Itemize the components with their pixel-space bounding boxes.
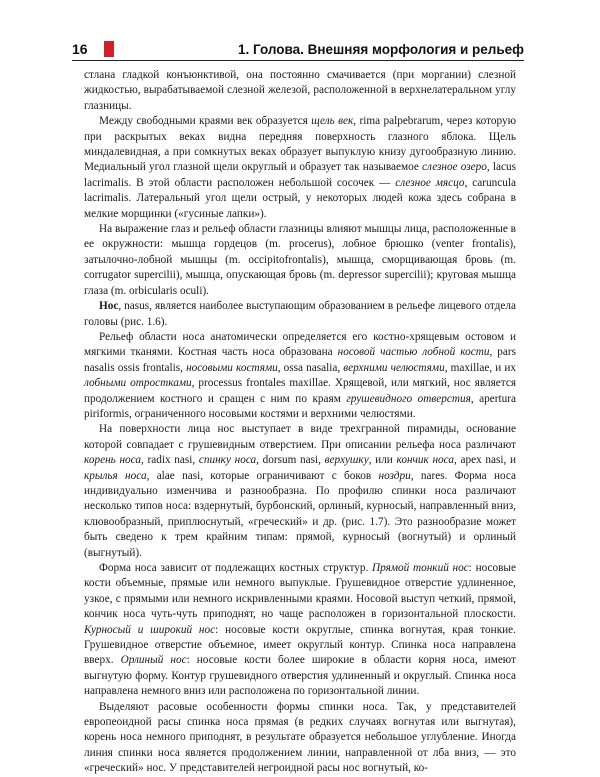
paragraph — [84, 68, 516, 114]
text-run: Рельеф области носа анатомически определяется его костно-хрящевым остовом и мягкими тканями. Костная часть носа образована — [84, 330, 516, 359]
italic-term: носовыми костями — [186, 361, 278, 374]
italic-term: верхними челюстями — [343, 361, 445, 374]
text-run: , processus frontales maxillae. Хрящевой, или мягкий, нос является продолжением костного и сращен с ним по краям — [84, 377, 517, 405]
italic-term: Прямой тонкий нос — [372, 562, 469, 574]
text-run: стлана гладкой конъюнктивой, она постоянно смачивается (при моргании) слезной жидкостью, вырабатываемой слезной железой, расположенной в верхнелатеральном углу глазницы. — [84, 69, 516, 112]
paragraph — [84, 222, 516, 299]
italic-term: спинку носа — [198, 454, 257, 467]
italic-term: щель век — [311, 115, 354, 128]
italic-term: носовой частью лобной кости — [337, 346, 490, 359]
text-run: , lacus lacrimalis. В этой области расположен небольшой сосочек — — [84, 161, 516, 189]
text-run: Между свободными краями век образуется — [99, 115, 312, 128]
italic-term: Орлиный нос — [120, 654, 187, 667]
page-number: 16 — [72, 41, 88, 57]
text-run: Выделяют расовые особенности формы спинки носа. Так, у представителей европеоидной расы спинка носа прямая (в редких случаях вогнутая или выгнутая), корень носа немного приподнят, в результате образуется небольшое углубление. Иногда линия спинки носа является продолжением линии, направленной от лба вниз, — это «греческий» нос. У представителей негроидной расы нос вогнутый, ко- — [84, 700, 516, 775]
text-run: , caruncula lacrimalis. Латеральный угол щели острый, у некоторых людей кожа здесь собрана в мелкие морщинки («гусиные лапки»). — [84, 176, 516, 220]
italic-term: корень носа — [84, 454, 141, 467]
text-run: , или — [368, 454, 397, 467]
italic-term: лобными отростками — [84, 377, 192, 390]
italic-term: верхушку — [324, 454, 369, 467]
text-run: На выражение глаз и рельеф области глазницы влияют мышцы лица, расположенные в ее окружности: мышца гордецов (m. procerus), лобное брюшко (venter frontalis), затылочно-лобной мышцы (m. occipitofrontalis), мышца, сморщивающая бровь (m. corrugator supercilii), мышца, опускающая бровь (m. depressor supercilii); круговая мышца глаза (m. orbicularis oculi). — [84, 223, 516, 297]
text-run: : носовые кости объемные, прямые или немного выпуклые. Грушевидное отверстие удлиненное, узкое, с прямыми или немного искривленными краями. Носовой выступ четкий, прямой, кончик носа чуть-чуть приподнят, но чаще расположен в горизонтальной плоскости. — [84, 562, 516, 621]
text-run: : носовые кости более широкие в области корня носа, имеют выгнутую форму. Контур грушевидного отверстия удлиненный и округлый. Спинка носа направлена немного вниз или расположена по горизонтальной линии. — [84, 654, 516, 698]
text-run: , nasus, является наиболее выступающим образованием в рельефе лицевого отдела головы (рис. 1.6). — [84, 300, 516, 328]
italic-term: грушевидного отверстия — [346, 392, 471, 405]
text-run: На поверхности лица нос выступает в виде трехгранной пирамиды, основание которой совпадает с грушевидным отверстием. При описании рельефа носа различают — [84, 423, 516, 451]
italic-term: крылья носа — [84, 469, 147, 482]
paragraph — [84, 299, 516, 330]
text-run: : носовые кости округлые, спинка вогнутая, края тонкие. Грушевидное отверстие объемное, имеет округлый контур. Спинка носа направлена вверх. — [84, 623, 516, 667]
text-run: , apex nasi, и — [454, 454, 517, 467]
chapter-title: 1. Голова. Внешняя морфология и рельеф — [237, 41, 524, 57]
body-text — [84, 68, 517, 775]
text-run: , apertura piriformis, ограниченного носовыми костями и верхними челюстями. — [84, 392, 516, 420]
paragraph — [84, 330, 516, 422]
red-accent-marker — [104, 41, 114, 57]
text-run: , dorsum nasi, — [256, 454, 325, 467]
italic-term: Курносый и широкий нос — [84, 623, 216, 636]
text-run: , radix nasi, — [140, 454, 199, 467]
italic-term: слезное озеро — [422, 161, 487, 174]
text-run: Форма носа зависит от подлежащих костных структур. — [99, 562, 373, 574]
paragraph — [84, 561, 516, 700]
text-run: , alae nasi, которые ограничивают с боков — [146, 469, 379, 482]
paragraph — [84, 700, 516, 777]
text-run: , rima palpebrarum, через которую при раскрытых веках видна передняя поверхность глазного яблока. Щель миндалевидная, а при сомкнутых веках образует выпуклую книзу дугообразную линию. Медиальный угол глазной щели округлый и образует так называемое — [84, 115, 517, 174]
italic-term: ноздри — [378, 469, 411, 482]
italic-term: слезное мясцо — [395, 176, 465, 189]
page-header — [72, 38, 524, 61]
text-run: , maxillae, и их — [444, 361, 516, 374]
paragraph — [84, 422, 516, 561]
text-run: , nares. Форма носа индивидуально изменчива и разнообразна. По профилю спинки носа различают несколько типов носа: вздернутый, бурбонский, орлиный, курносый, направленный вниз, клювообразный, приплюснутый, «греческий» и др. (рис. 1.7). Это разнообразие может быть сведено к трем крайним типам: прямой, курносый (вогнутый) и орлиный (выгнутый). — [84, 469, 517, 559]
bold-term: Нос — [99, 300, 119, 313]
italic-term: кончик носа — [396, 454, 454, 467]
paragraph — [84, 114, 516, 222]
text-run: , ossa nasalia, — [277, 361, 344, 374]
text-run: , pars nasalis ossis frontalis, — [84, 346, 517, 374]
